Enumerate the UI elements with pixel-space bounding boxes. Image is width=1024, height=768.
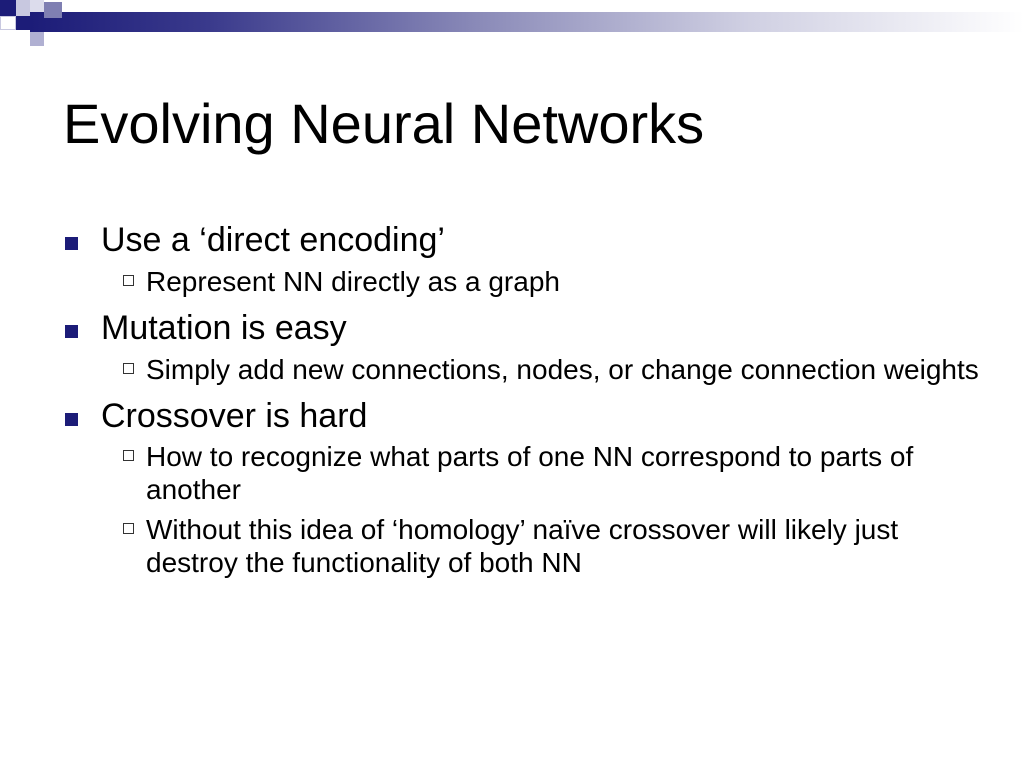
bullet-text: Crossover is hard	[101, 396, 368, 435]
deco-square	[30, 32, 44, 46]
bullet-text: Mutation is easy	[101, 308, 347, 347]
bullet-text: Use a ‘direct encoding’	[101, 221, 445, 259]
deco-square	[30, 0, 44, 12]
bullet-item	[63, 308, 983, 386]
filled-square-bullet-icon	[65, 325, 78, 338]
filled-square-bullet-icon	[65, 413, 78, 426]
sub-bullet-list	[101, 440, 983, 578]
sub-bullet-item	[101, 440, 983, 506]
filled-square-bullet-icon	[65, 237, 78, 250]
bullet-item	[63, 396, 983, 579]
deco-square	[16, 0, 30, 16]
hollow-square-bullet-icon	[123, 450, 134, 461]
bullet-item	[63, 220, 983, 298]
sub-bullet-text: Represent NN directly as a graph	[146, 265, 560, 297]
sub-bullet-list	[101, 265, 983, 298]
sub-bullet-item	[101, 513, 983, 579]
deco-square	[44, 2, 62, 18]
sub-bullet-text: Without this idea of ‘homology’ naïve crossover will likely just destroy the functionality of both NN	[146, 513, 899, 578]
sub-bullet-list	[101, 353, 983, 386]
sub-bullet-text: Simply add new connections, nodes, or change connection weights	[146, 353, 979, 385]
deco-square	[44, 32, 58, 46]
slide-title: Evolving Neural Networks	[63, 92, 705, 155]
bullet-list	[63, 220, 983, 579]
sub-bullet-text: How to recognize what parts of one NN correspond to parts of another	[146, 441, 914, 506]
deco-square	[0, 16, 16, 30]
deco-square	[16, 16, 30, 30]
hollow-square-bullet-icon	[123, 275, 134, 286]
header-gradient-bar	[30, 12, 1024, 32]
deco-square	[0, 0, 16, 16]
sub-bullet-item	[101, 353, 983, 386]
hollow-square-bullet-icon	[123, 363, 134, 374]
hollow-square-bullet-icon	[123, 523, 134, 534]
sub-bullet-item	[101, 265, 983, 298]
